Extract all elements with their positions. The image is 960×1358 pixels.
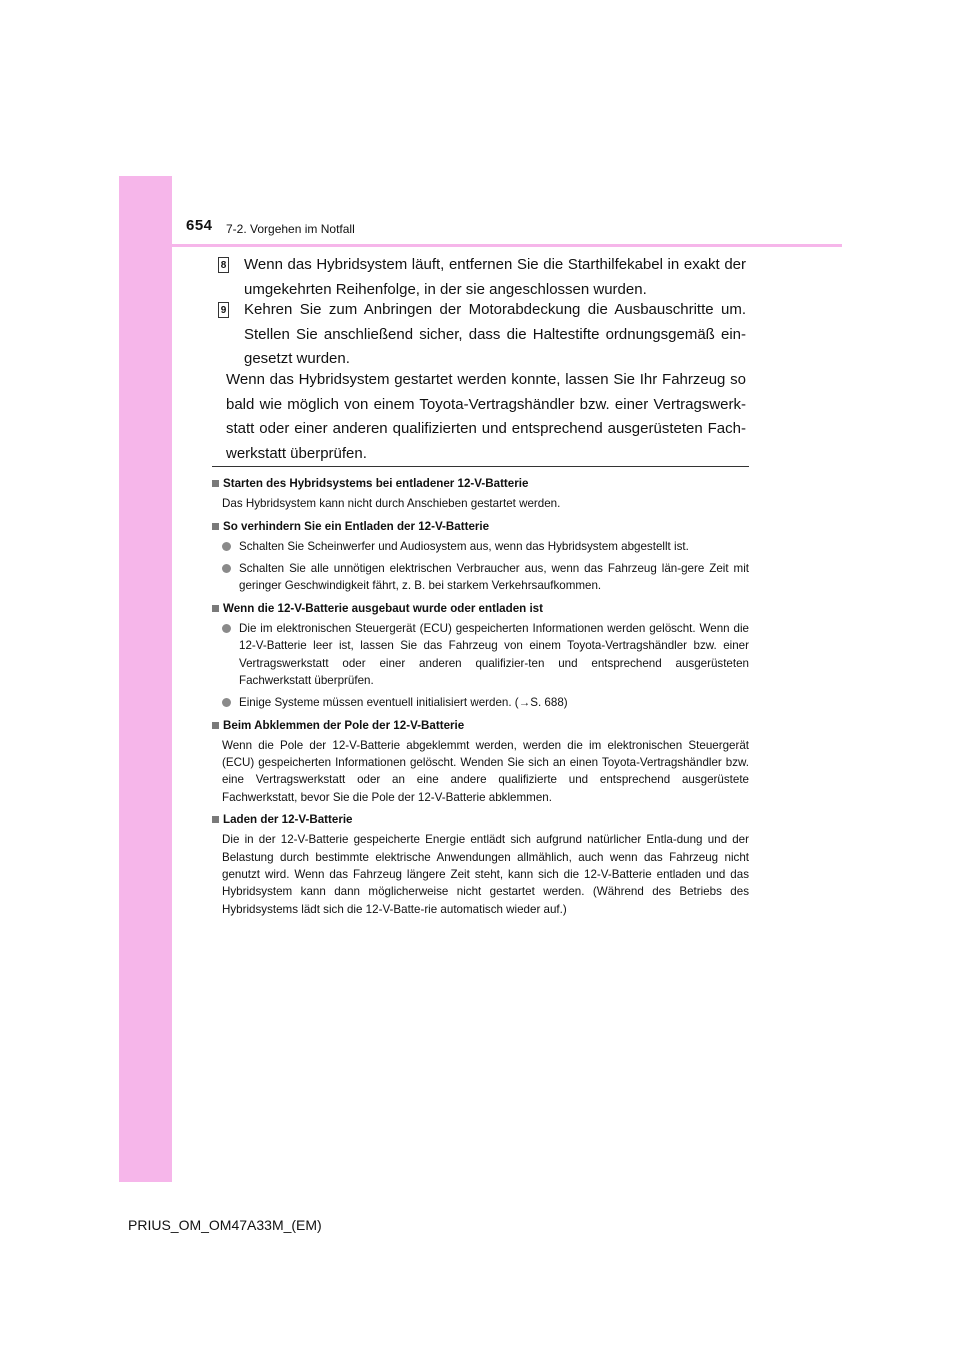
note-bullet-item (222, 538, 749, 555)
bullet-text: Die im elektronischen Steuergerät (ECU) gespeicherten Informationen werden gelöscht. Wenn die 12-V-Batterie leer ist, lassen Sie das Fahrzeug von einem Toyota-Vertragshändler bzw. einer Vertragswerkstatt oder einer anderen qualifizier-ten und entsprechend ausgerüsteten Fachwerkstatt überprüfen. (239, 622, 749, 687)
note-heading: So verhindern Sie ein Entladen der 12-V-Batterie (212, 518, 749, 535)
header-rule (119, 244, 842, 247)
note-text: Wenn die Pole der 12-V-Batterie abgeklemmt werden, werden die im elektronischen Steuergerät (ECU) gespeicherten Informationen gelöscht. Wenden Sie sich an einen Toyota-Vertragshändler bzw. eine Vertragswerkstatt oder an eine andere qualifizierte und entsprechend ausgerüstete Fachwerkstatt, bevor Sie die Pole der 12-V-Batterie abklemmen. (222, 738, 749, 804)
notes-section (212, 475, 749, 923)
bullet-dot-icon (222, 698, 231, 707)
bullet-dot-icon (222, 564, 231, 573)
section-title: 7-2. Vorgehen im Notfall (226, 222, 355, 236)
bullet-text: Schalten Sie alle unnötigen elektrischen Verbraucher aus, wenn das Fahrzeug län-gere Zeit mit geringer Geschwindigkeit fährt, z. B. bei starkem Verkehrsaufkommen. (239, 562, 749, 593)
note-text: Die in der 12-V-Batterie gespeicherte Energie entlädt sich aufgrund natürlicher Entla-dung und der Belastung durch bestimmte elektrische Anwendungen allmählich, auch wenn das Fahrzeug nicht genutzt wird. Wenn das Fahrzeug längere Zeit steht, kann sich die 12-V-Batterie entladen und das Hybridsystem kann dann möglicherweise nicht gestartet werden. (Während des Betriebs des Hybridsystems lädt sich die 12-V-Batte-rie automatisch wieder auf.) (222, 833, 749, 916)
step-text: Kehren Sie zum Anbringen der Motorabdeckung die Ausbauschritte um. Stellen Sie anschließend sicher, dass die Haltestifte ordnungsgemäß ein-gesetzt wurden. (244, 301, 746, 367)
note-heading: Beim Abklemmen der Pole der 12-V-Batterie (212, 717, 749, 734)
bullet-dot-icon (222, 542, 231, 551)
note-heading: Wenn die 12-V-Batterie ausgebaut wurde oder entladen ist (212, 600, 749, 617)
step-number-badge: 8 (218, 257, 229, 273)
main-paragraph: Wenn das Hybridsystem gestartet werden konnte, lassen Sie Ihr Fahrzeug so bald wie möglich von einem Toyota-Vertragshändler bzw. einer Vertragswerk-statt oder einer anderen qualifizierten und entsprechend ausgerüsteten Fach-werkstatt überprüfen. (226, 371, 746, 462)
step-text: Wenn das Hybridsystem läuft, entfernen Sie die Starthilfekabel in exakt der umgekehrten Reihenfolge, in der sie angeschlossen wurden. (244, 256, 746, 298)
sidebar-tab-strip (119, 176, 172, 1182)
step-number-badge: 9 (218, 302, 229, 318)
page-number: 654 (186, 217, 213, 234)
bullet-dot-icon (222, 624, 231, 633)
note-text: Das Hybridsystem kann nicht durch Anschieben gestartet werden. (222, 497, 561, 511)
note-heading: Starten des Hybridsystems bei entladener 12-V-Batterie (212, 475, 749, 492)
section-divider (212, 466, 749, 467)
step-9 (218, 298, 746, 372)
note-bullet-item (222, 560, 749, 595)
note-bullet-item (222, 694, 749, 711)
note-bullet-item (222, 620, 749, 689)
footer-document-code: PRIUS_OM_OM47A33M_(EM) (128, 1217, 322, 1233)
bullet-text: Einige Systeme müssen eventuell initialisiert werden. (→S. 688) (239, 696, 568, 710)
bullet-text: Schalten Sie Scheinwerfer und Audiosystem aus, wenn das Hybridsystem abgestellt ist. (239, 539, 689, 553)
step-8 (218, 253, 746, 302)
note-heading: Laden der 12-V-Batterie (212, 811, 749, 828)
